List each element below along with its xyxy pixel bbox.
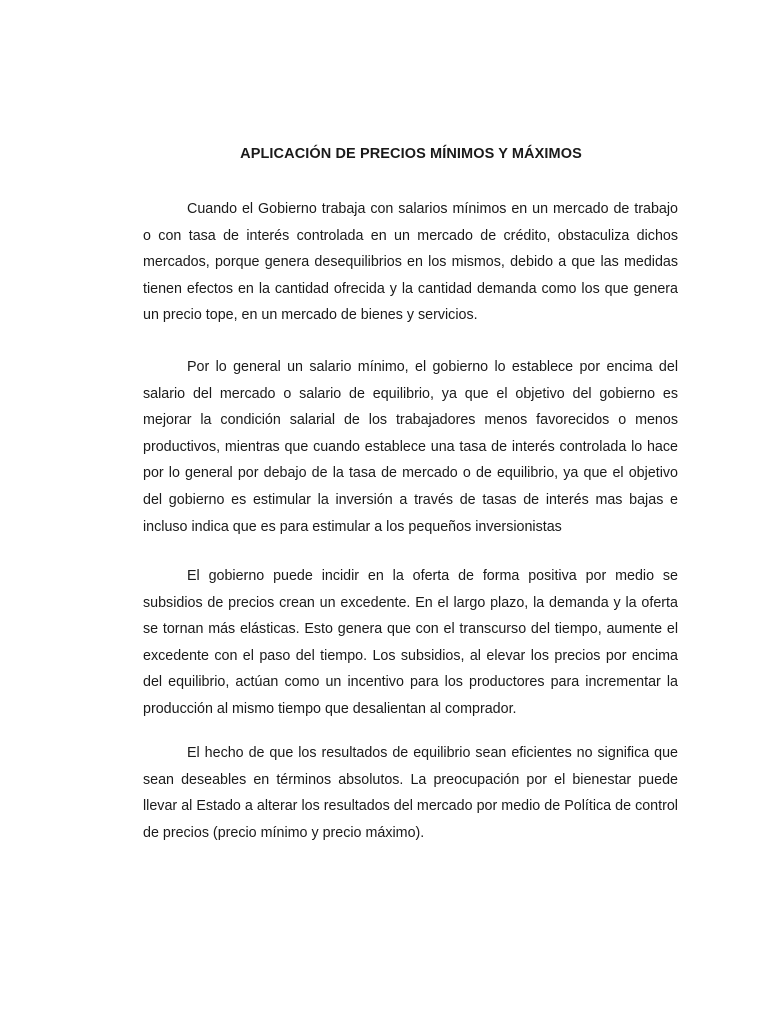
- paragraph-2: Por lo general un salario mínimo, el gobierno lo establece por encima del salario del mercado o salario de equilibrio, ya que el objetivo del gobierno es mejorar la condición salarial de los trabajadores menos favorecidos o menos productivos, mientras que cuando establece una tasa de interés controlada lo hace por lo general por debajo de la tasa de mercado o de equilibrio, ya que el objetivo del gobierno es estimular la inversión a través de tasas de interés mas bajas e incluso indica que es para estimular a los pequeños inversionistas: [143, 359, 678, 535]
- paragraph-4: El hecho de que los resultados de equilibrio sean eficientes no significa que sean deseables en términos absolutos. La preocupación por el bienestar puede llevar al Estado a alterar los resultados del mercado por medio de Política de control de precios (precio mínimo y precio máximo).: [143, 745, 678, 841]
- paragraph-1: Cuando el Gobierno trabaja con salarios mínimos en un mercado de trabajo o con tasa de interés controlada en un mercado de crédito, obstaculiza dichos mercados, porque genera desequilibrios en los mismos, debido a que las medidas tienen efectos en la cantidad ofrecida y la cantidad demanda como los que genera un precio tope, en un mercado de bienes y servicios.: [143, 201, 678, 324]
- paragraph-3: El gobierno puede incidir en la oferta de forma positiva por medio se subsidios de precios crean un excedente. En el largo plazo, la demanda y la oferta se tornan más elásticas. Esto genera que con el transcurso del tiempo, aumente el excedente con el paso del tiempo. Los subsidios, al elevar los precios por encima del equilibrio, actúan como un incentivo para los productores para incrementar la producción al mismo tiempo que desalientan al comprador.: [143, 568, 678, 717]
- document-title: APLICACIÓN DE PRECIOS MÍNIMOS Y MÁXIMOS: [240, 146, 582, 162]
